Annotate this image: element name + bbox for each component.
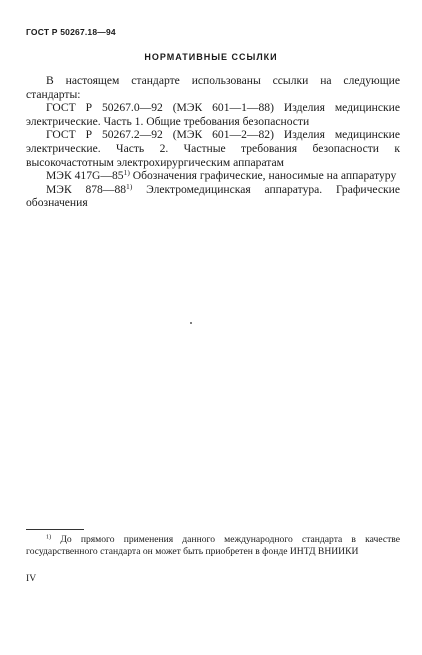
reference-item: ГОСТ Р 50267.0—92 (МЭК 601—1—88) Изделия медицинские электрические. Часть 1. Общие требования безопасности xyxy=(26,101,400,128)
reference-title: Электромедицинская аппаратура. Графические обозначения xyxy=(26,182,400,210)
intro-paragraph: В настоящем стандарте использованы ссылки на следующие стандарты: xyxy=(26,74,400,101)
footnote-text: До прямого применения данного международного стандарта в качестве государственного стандарта он может быть приобретен в фонде ИНТД ВНИИКИ xyxy=(26,534,400,557)
reference-code: МЭК 417G—85 xyxy=(46,169,124,183)
reference-item xyxy=(26,183,400,210)
reference-title: Обозначения графические, наносимые на аппаратуру xyxy=(129,169,397,183)
page-number: IV xyxy=(26,573,37,584)
reference-code: МЭК 878—88 xyxy=(46,182,127,196)
reference-item: ГОСТ Р 50267.2—92 (МЭК 601—2—82) Изделия медицинские электрические. Часть 2. Частные требования безопасности к высокочастотным электрохирургическим аппаратам xyxy=(26,128,400,169)
footnote-marker: 1) xyxy=(123,168,130,178)
footnote-marker: 1) xyxy=(126,181,133,191)
print-speck xyxy=(190,322,192,324)
footnote xyxy=(26,534,400,558)
section-body xyxy=(26,74,400,210)
footnote-separator xyxy=(26,529,84,530)
document-header-code: ГОСТ Р 50267.18—94 xyxy=(26,27,116,37)
footnote-marker: 1) xyxy=(46,533,52,541)
section-title: НОРМАТИВНЫЕ ССЫЛКИ xyxy=(144,52,278,62)
reference-item xyxy=(26,169,400,183)
